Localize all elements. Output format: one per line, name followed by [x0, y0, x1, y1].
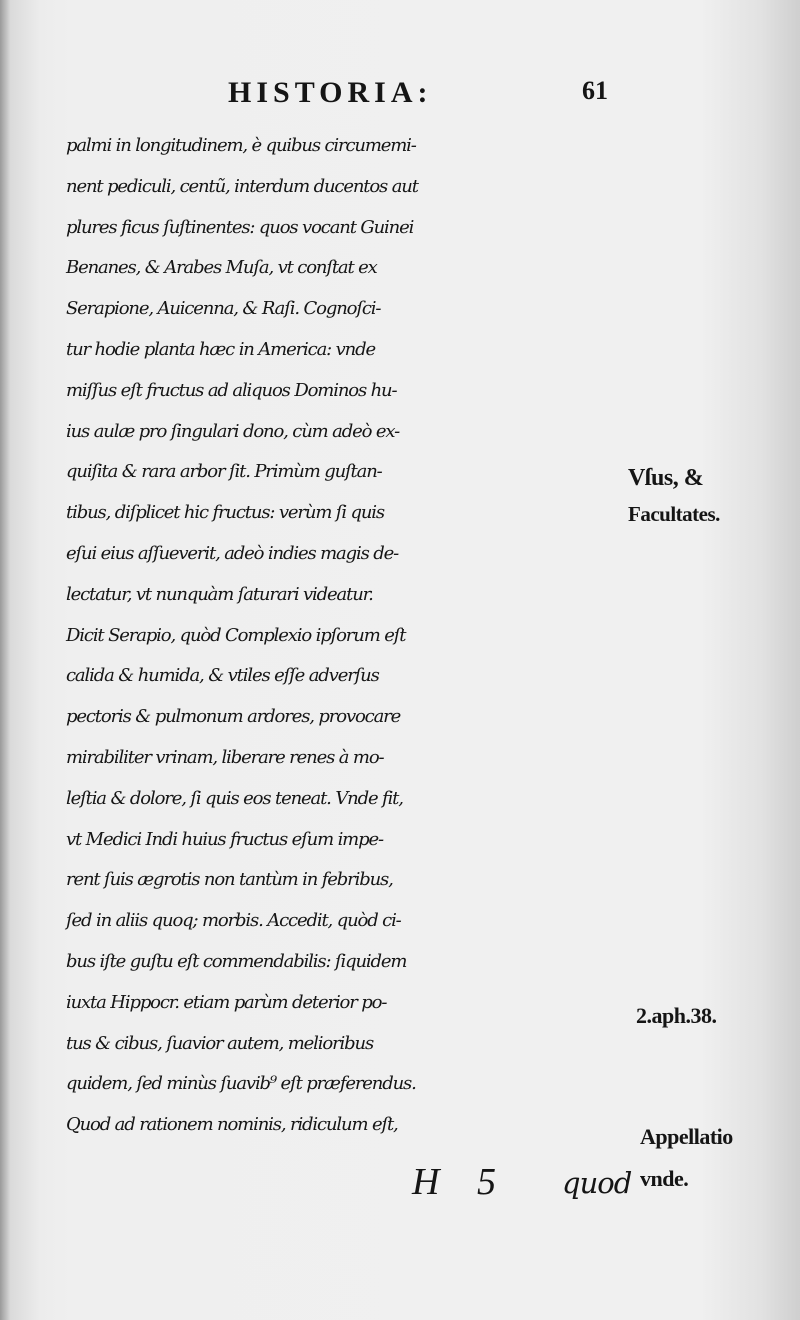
text-line: pectoris & pulmonum ardores, provocare	[66, 706, 401, 728]
margin-note-facultates: Facultates.	[628, 502, 720, 526]
text-line: leſtia & dolore, ſi quis eos teneat. Vnde fit,	[66, 787, 403, 809]
text-line: calida & humida, & vtiles eſſe adverſus	[66, 665, 379, 687]
text-line: ius aulæ pro ſingulari dono, cùm adeò ex-	[66, 420, 399, 442]
margin-note-aphorism-reference: 2.aph.38.	[636, 1003, 717, 1028]
text-line: ſed in aliis quoq; morbis. Accedit, quòd ci-	[66, 910, 401, 932]
text-line: nent pediculi, centũ, interdum ducentos aut	[66, 175, 418, 197]
text-line: miſſus eſt fructus ad aliquos Dominos hu-	[66, 379, 397, 401]
text-line: tur hodie planta hæc in America: vnde	[66, 338, 375, 360]
text-line: Benanes, & Arabes Muſa, vt conſtat ex	[66, 257, 377, 279]
margin-note-usus: Vſus, &	[628, 465, 704, 491]
text-line: mirabiliter vrinam, liberare renes à mo-	[66, 746, 384, 768]
text-line: Dicit Serapio, quòd Complexio ipſorum eſt	[66, 624, 406, 646]
text-line: bus iſte guſtu eſt commendabilis: ſiquidem	[66, 950, 407, 972]
page-gutter-shadow	[0, 0, 10, 1320]
text-line: vt Medici Indi huius fructus eſum impe-	[66, 828, 383, 850]
page-number: 61	[582, 76, 608, 105]
body-text-block	[66, 126, 636, 1146]
text-line: tibus, diſplicet hic fructus: verùm ſi quis	[66, 502, 385, 524]
text-line: Quod ad rationem nominis, ridiculum eſt,	[66, 1114, 398, 1136]
text-line: eſui eius aſſueverit, adeò indies magis de-	[66, 542, 399, 564]
catchword: quod	[562, 1166, 632, 1200]
text-line: quiſita & rara arbor ſit. Primùm guſtan-	[66, 461, 382, 483]
margin-note-appellatio: Appellatio	[640, 1124, 733, 1149]
text-line: palmi in longitudinem, è quibus circumemi-	[66, 135, 416, 156]
text-line: tus & cibus, ſuavior autem, melioribus	[66, 1032, 374, 1054]
text-line: Serapione, Auicenna, & Raſi. Cognoſci-	[66, 298, 381, 320]
signature-mark: H 5	[412, 1161, 510, 1203]
text-line: iuxta Hippocr. etiam parùm deterior po-	[66, 991, 387, 1013]
text-line: lectatur, vt nunquàm ſaturari videatur.	[66, 583, 373, 605]
text-line: quidem, ſed minùs ſuavib⁹ eſt præferendus.	[66, 1073, 416, 1095]
text-line: rent ſuis ægrotis non tantùm in febribus,	[66, 869, 393, 891]
text-line: plures ficus ſuſtinentes: quos vocant Guinei	[66, 216, 414, 238]
running-head-title: HISTORIA:	[228, 76, 433, 109]
margin-note-unde: vnde.	[640, 1166, 689, 1191]
